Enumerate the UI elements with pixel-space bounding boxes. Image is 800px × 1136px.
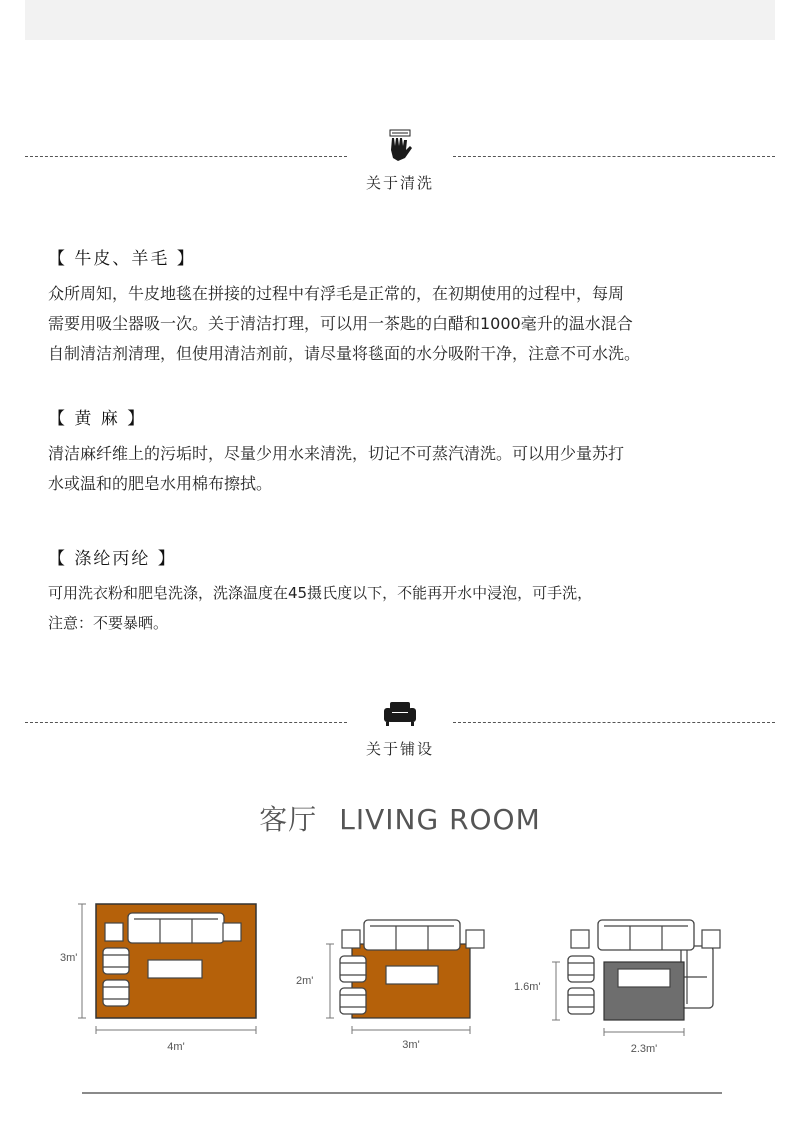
body-line: 水或温和的肥皂水用棉布擦拭。 (48, 474, 273, 493)
section-body-leather-wool (48, 279, 768, 369)
divider-line-left (25, 156, 347, 157)
chair (568, 988, 594, 1014)
side-table (105, 923, 123, 941)
width-label: 3m' (402, 1039, 420, 1051)
body-line: 需要用吸尘器吸一次。关于清洁打理，可以用一茶匙的白醋和1000毫升的温水混合 (48, 314, 633, 333)
layout-3 (514, 920, 800, 1055)
chair (340, 988, 366, 1014)
laying-title: 关于铺设 (365, 740, 434, 758)
layout-2 (296, 920, 800, 1051)
section-heading-jute: 【 黄 麻 】 (48, 409, 147, 429)
body-line: 可用洗衣粉和肥皂洗涤，洗涤温度在45摄氏度以下，不能再开水中浸泡，可手洗， (48, 584, 593, 602)
body-line: 众所周知，牛皮地毯在拼接的过程中有浮毛是正常的，在初期使用的过程中，每周 (48, 284, 625, 303)
chair (103, 980, 129, 1006)
section-body-polyester (48, 578, 768, 638)
height-label: 2m' (296, 975, 314, 987)
sofa-right (681, 946, 713, 1008)
room-title-en: LIVING ROOM (339, 803, 541, 836)
divider-line-right (453, 156, 775, 157)
cleaning-divider (25, 128, 775, 192)
height-label: 1.6m' (514, 981, 541, 993)
body-line: 注意：不要暴晒。 (48, 614, 169, 632)
chair (103, 948, 129, 974)
width-label: 4m' (167, 1041, 185, 1053)
width-label: 2.3m' (630, 1043, 658, 1055)
laying-divider (25, 694, 775, 758)
sofa-3 (598, 920, 694, 950)
side-table (571, 930, 589, 948)
height-label: 3m' (60, 952, 78, 964)
side-table (466, 930, 484, 948)
section-heading-polyester: 【 涤纶丙纶 】 (48, 549, 177, 569)
room-title-cn: 客厅 (259, 803, 318, 836)
sofa-2 (364, 920, 460, 950)
body-line: 自制清洁剂清理，但使用清洁剂前，请尽量将毯面的水分吸附干净，注意不可水洗。 (48, 344, 641, 363)
divider-line-right (453, 722, 775, 723)
section-heading-leather-wool: 【 牛皮、羊毛 】 (48, 249, 196, 269)
side-table (702, 930, 720, 948)
top-banner (25, 0, 775, 40)
layout-diagrams (0, 880, 800, 1070)
coffee-table (618, 969, 670, 987)
coffee-table (386, 966, 438, 984)
bottom-divider (82, 1092, 722, 1094)
body-line: 清洁麻纤维上的污垢时，尽量少用水来清洗，切记不可蒸汽清洗。可以用少量苏打 (48, 444, 625, 463)
glove-icon (376, 128, 424, 164)
divider-line-left (25, 722, 347, 723)
side-table (342, 930, 360, 948)
chair (568, 956, 594, 982)
chair (340, 956, 366, 982)
coffee-table (148, 960, 202, 978)
sofa-icon (376, 694, 424, 730)
room-title (0, 798, 800, 838)
sofa-1 (128, 913, 224, 943)
cleaning-title: 关于清洗 (365, 174, 434, 192)
side-table (223, 923, 241, 941)
section-body-jute (48, 439, 768, 499)
